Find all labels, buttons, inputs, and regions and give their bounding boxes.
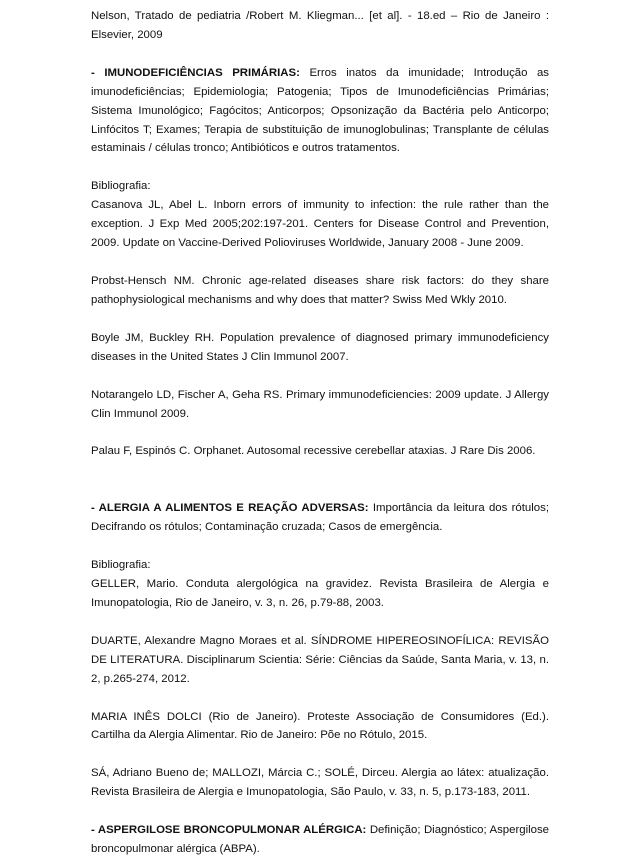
section-aspergillosis (91, 821, 549, 859)
section-heading-food-allergy: - ALERGIA A ALIMENTOS E REAÇÃO ADVERSAS: (91, 502, 369, 515)
section-immunodeficiencies (91, 64, 549, 159)
reference-item: Palau F, Espinós C. Orphanet. Autosomal recessive cerebellar ataxias. J Rare Dis 2006. (91, 445, 536, 458)
section-food-allergy (91, 499, 549, 537)
reference-item: Casanova JL, Abel L. Inborn errors of immunity to infection: the rule rather than the exception. J Exp Med 2005;202:197-201. Centers for Disease Control and Prevention, 2009. Update on Vaccine-Derived Polioviruses Worldwide, January 2008 - June 2009. (91, 199, 549, 250)
reference-item: GELLER, Mario. Conduta alergológica na gravidez. Revista Brasileira de Alergia e Imunopatologia, Rio de Janeiro, v. 3, n. 26, p.79-88, 2003. (91, 578, 549, 609)
section-text-immunodeficiencies: Erros inatos da imunidade; Introdução as imunodeficiências; Epidemiologia; Patogenia; Tipos de Imunodeficiências Primárias; Sistema Imunológico; Fagócitos; Anticorpos; Opsonização da Bactéria pelo Anticorpo; Linfócitos T; Exames; Terapia de substituição de imunoglobulinas; Transplante de células estaminais / células tronco; Antibióticos e outros tratamentos. (91, 66, 549, 155)
section-text-aspergillosis: Definição; Diagnóstico; Aspergilose broncopulmonar alérgica (ABPA). (91, 824, 549, 856)
reference-item: SÁ, Adriano Bueno de; MALLOZI, Márcia C.; SOLÉ, Dirceu. Alergia ao látex: atualização. Revista Brasileira de Alergia e Imunopatologia, São Paulo, v. 33, n. 5, p.173-183, 2011. (91, 767, 549, 799)
reference-item: MARIA INÊS DOLCI (Rio de Janeiro). Proteste Associação de Consumidores (Ed.). Cartilha da Alergia Alimentar. Rio de Janeiro: Põe no Rótulo, 2015. (91, 710, 549, 742)
reference-item: DUARTE, Alexandre Magno Moraes et al. SÍNDROME HIPEREOSINOFÍLICA: REVISÃO DE LITERATURA. Disciplinarum Scientia: Série: Ciências da Saúde, Santa Maria, v. 13, n. 2, p.265-274, 2012. (91, 634, 549, 685)
bibliography-label: Bibliografia: (91, 559, 151, 572)
reference-item: Notarangelo LD, Fischer A, Geha RS. Primary immunodeficiencies: 2009 update. J Allergy Clin Immunol 2009. (91, 388, 549, 420)
spacer (91, 480, 549, 499)
reference-nelson: Nelson, Tratado de pediatria /Robert M. Kliegman... [et al]. - 18.ed – Rio de Janeiro : Elsevier, 2009 (91, 10, 549, 41)
section-heading-immunodeficiencies: - IMUNODEFICIÊNCIAS PRIMÁRIAS: (91, 66, 300, 79)
document-page (91, 7, 549, 859)
reference-item: Probst-Hensch NM. Chronic age-related diseases share risk factors: do they share pathophysiological mechanisms and why does that matter? Swiss Med Wkly 2010. (91, 274, 549, 306)
reference-item: Boyle JM, Buckley RH. Population prevalence of diagnosed primary immunodeficiency diseases in the United States J Clin Immunol 2007. (91, 331, 549, 363)
section-heading-aspergillosis: - ASPERGILOSE BRONCOPULMONAR ALÉRGICA: (91, 824, 367, 837)
bibliography-label: Bibliografia: (91, 180, 151, 193)
section-text-food-allergy: Importância da leitura dos rótulos; Decifrando os rótulos; Contaminação cruzada; Casos de emergência. (91, 502, 549, 534)
